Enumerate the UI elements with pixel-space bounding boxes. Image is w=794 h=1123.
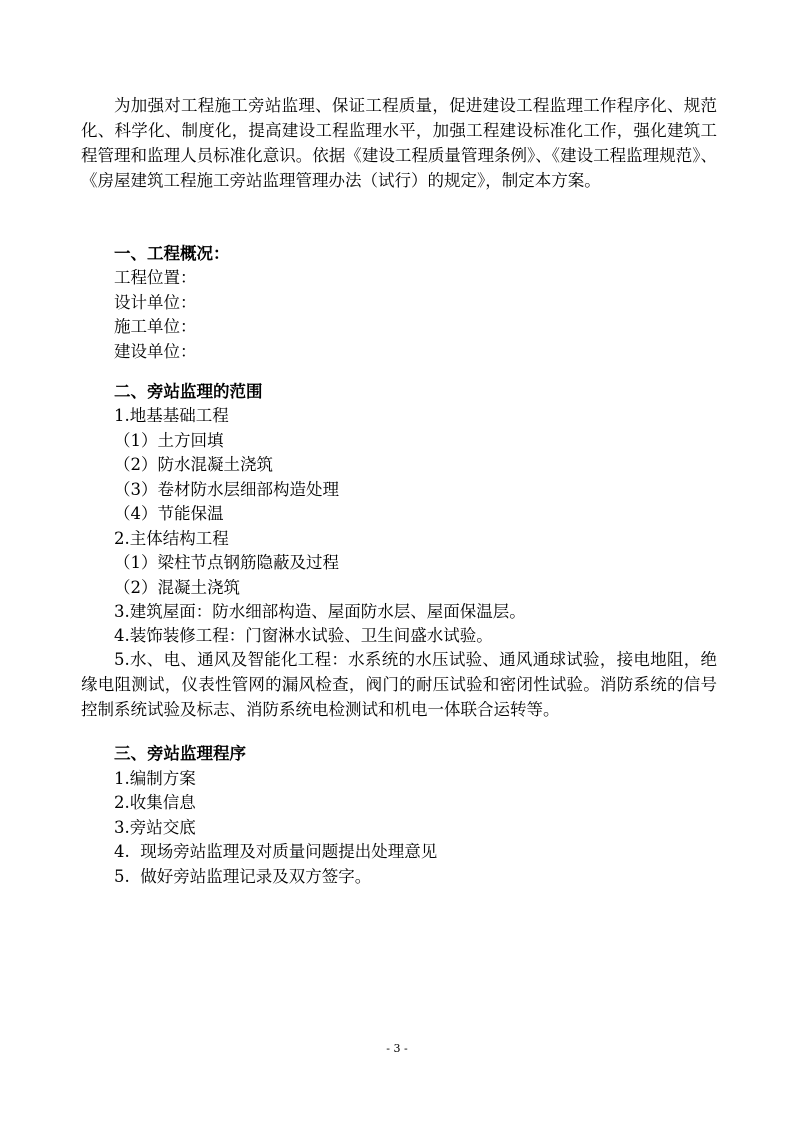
scope-subitem: （2）混凝土浇筑 [114, 578, 240, 597]
construction-unit-label: 施工单位： [114, 317, 197, 336]
scope-item-4: 4.装饰装修工程：门窗淋水试验、卫生间盛水试验。 [114, 626, 493, 645]
scope-subitem: （1）土方回填 [114, 431, 224, 450]
scope-item-2: 2.主体结构工程 [114, 529, 229, 548]
scope-subitem: （2）防水混凝土浇筑 [114, 455, 273, 474]
section-3-heading: 三、旁站监理程序 [114, 744, 246, 763]
scope-item-1: 1.地基基础工程 [114, 406, 229, 425]
section-1-heading: 一、工程概况： [114, 244, 230, 263]
procedure-item: 4. 现场旁站监理及对质量问题提出处理意见 [114, 842, 438, 861]
design-unit-label: 设计单位： [114, 293, 197, 312]
scope-item-5: 5.水、电、通风及智能化工程：水系统的水压试验、通风通球试验，接电地阻，绝缘电阻测试，仪表性管网的漏风检查，阀门的耐压试验和密闭性试验。消防系统的信号控制系统试验及标志、消防系统电检测试和机电一体联合运转等。 [81, 650, 717, 719]
scope-item-3: 3.建筑屋面：防水细部构造、屋面防水层、屋面保温层。 [114, 602, 526, 621]
section-2-heading: 二、旁站监理的范围 [114, 382, 263, 401]
intro-paragraph: 为加强对工程施工旁站监理、保证工程质量，促进建设工程监理工作程序化、规范化、科学化、制度化，提高建设工程监理水平，加强工程建设标准化工作，强化建筑工程管理和监理人员标准化意识。依据《建设工程质量管理条例》、《建设工程监理规范》、《房屋建筑工程施工旁站监理管理办法（试行）的规定》，制定本方案。 [81, 96, 717, 190]
procedure-item: 1.编制方案 [114, 769, 196, 788]
project-location-label: 工程位置： [114, 268, 197, 287]
page-number: - 3 - [386, 1042, 408, 1055]
procedure-item: 5. 做好旁站监理记录及双方签字。 [114, 867, 372, 886]
scope-subitem: （3）卷材防水层细部构造处理 [114, 480, 339, 499]
procedure-item: 2.收集信息 [114, 793, 196, 812]
procedure-item: 3.旁站交底 [114, 818, 196, 837]
scope-subitem: （1）梁柱节点钢筋隐蔽及过程 [114, 553, 339, 572]
owner-unit-label: 建设单位： [114, 342, 197, 361]
scope-subitem: （4）节能保温 [114, 504, 224, 523]
